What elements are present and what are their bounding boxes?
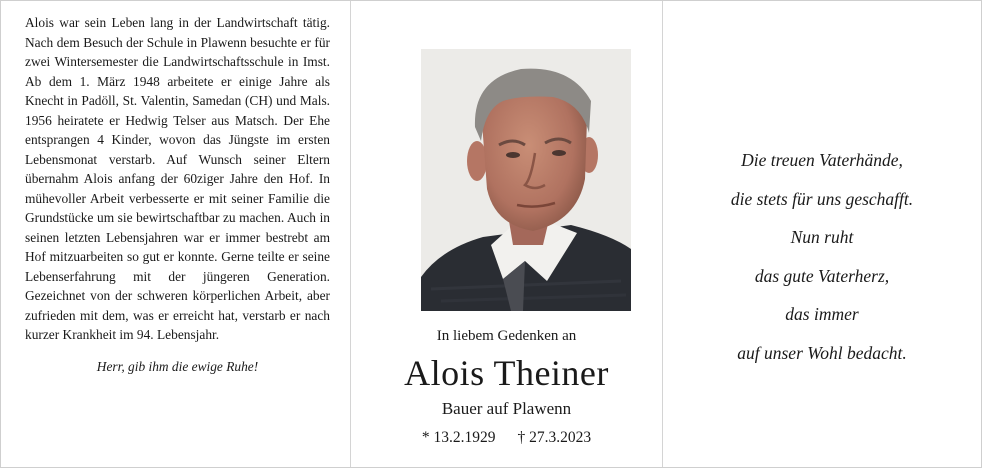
occupation-line: Bauer auf Plawenn: [441, 399, 572, 418]
birth-date: * 13.2.1929: [421, 429, 496, 446]
biography-text: Alois war sein Leben lang in der Landwirtschaft tätig. Nach dem Besuch der Schule in Plawenn besuchte er für zwei Wintersemester die Landwirtschaftsschule in Imst. Ab dem 1. März 1948 arbeitete er einige Jahre als Knecht in Padöll, St. Valentin, Samedan (CH) und Mals. 1956 heiratete er Hedwig Telser aus Matsch. Der Ehe entsprangen 4 Kinder, wovon das Jüngste im ersten Lebensmonat verstarb. Auf Wunsch seiner Eltern übernahm Alois anfang der 60ziger Jahre den Hof. In mühevoller Arbeit verbesserte er mit seiner Familie die Grundstücke um sie bewirtschaftbar zu machen. Auch in seinen letzten Lebensjahren war er immer bestrebt am Hof mitzuarbeiten so gut er konnte. Gerne teilte er seine Lebenserfahrung mit der jüngeren Generation. Gezeichnet von der schweren körperlichen Arbeit, aber zufrieden mit dem, was er erreicht hat, verstarb er nach kurzer Krankheit im 94. Lebensjahr.: [25, 15, 330, 342]
poem-line: das immer: [785, 304, 859, 324]
death-date: † 27.3.2023: [517, 429, 592, 446]
poem-line: die stets für uns geschafft.: [730, 188, 914, 209]
poem: [663, 141, 981, 372]
memorial-intro: In liebem Gedenken an: [436, 328, 577, 344]
poem-line: das gute Vaterherz,: [754, 265, 890, 286]
deceased-name: Alois Theiner: [404, 353, 609, 393]
portrait-photo: [421, 49, 631, 311]
biography-panel: [1, 1, 351, 467]
prayer-line: Herr, gib ihm die ewige Ruhe!: [96, 358, 259, 374]
poem-line: Die treuen Vaterhände,: [741, 150, 903, 170]
poem-panel: [663, 1, 981, 467]
poem-line: Nun ruht: [790, 227, 854, 247]
portrait-panel: [351, 1, 663, 467]
life-dates: [351, 429, 662, 447]
poem-line: auf unser Wohl bedacht.: [737, 342, 907, 363]
